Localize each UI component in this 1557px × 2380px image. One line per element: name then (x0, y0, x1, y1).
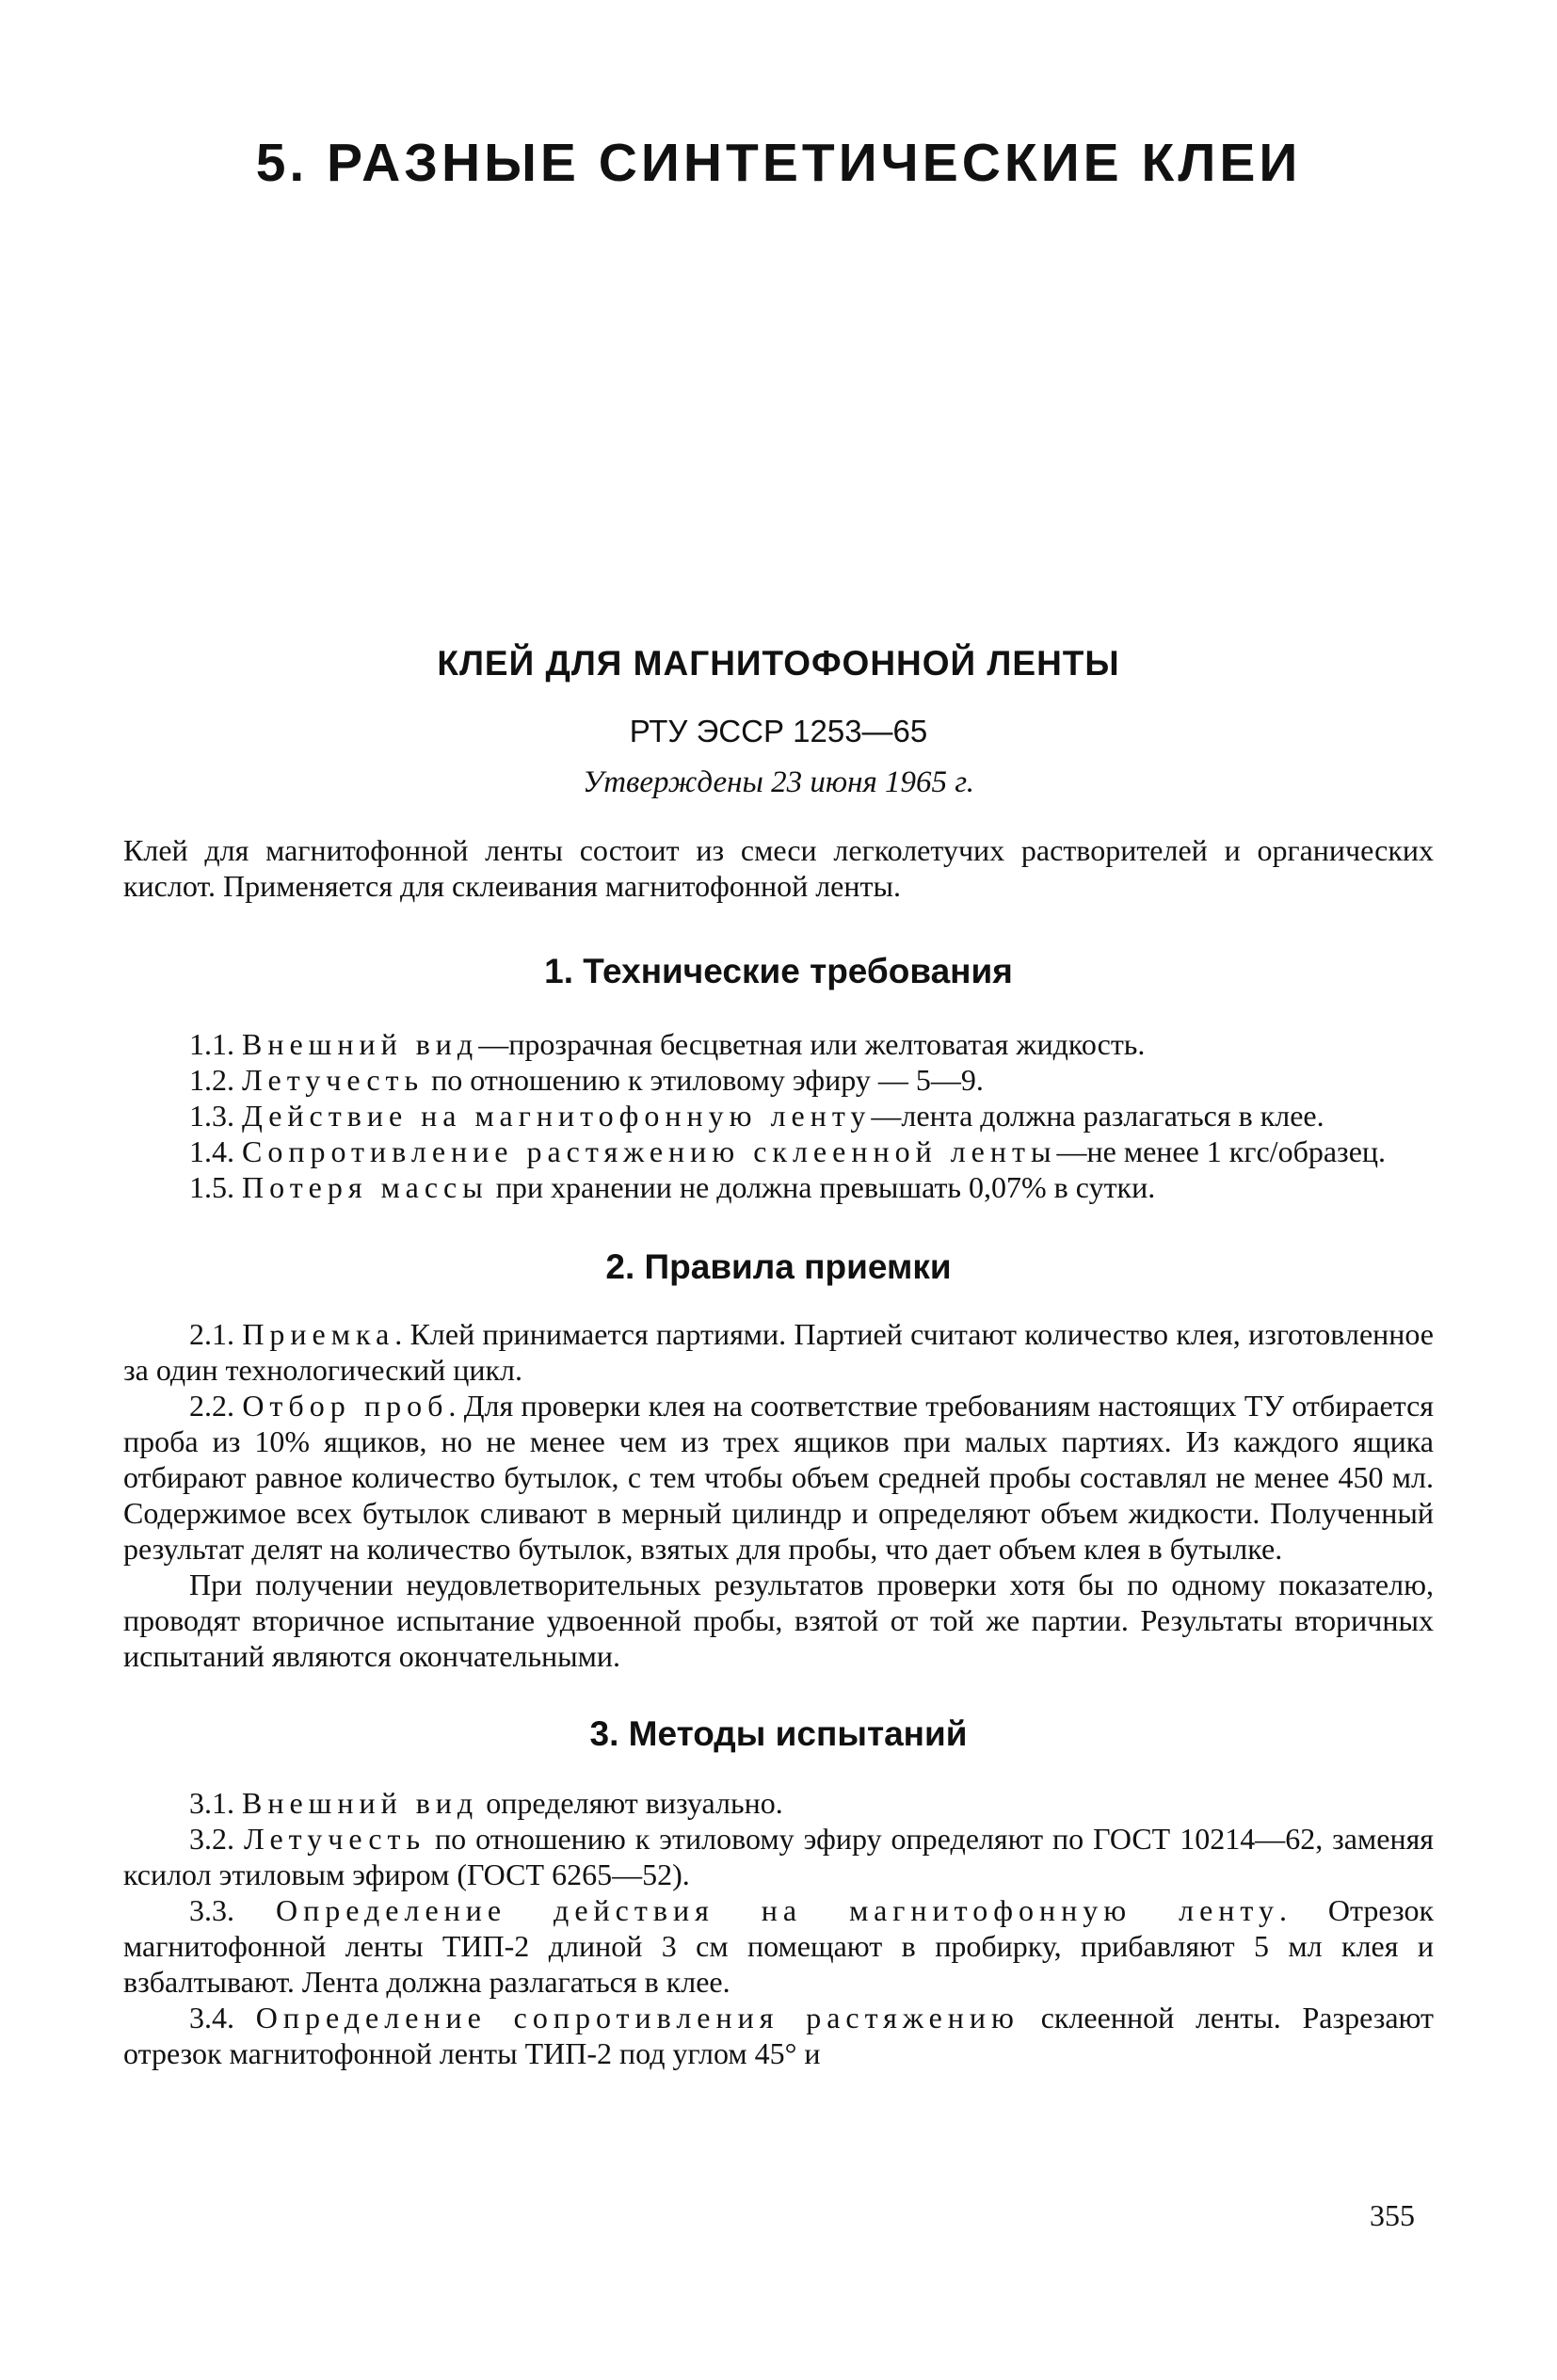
clause-3-2 (123, 1821, 1434, 1892)
clause-number: 3.3. (189, 1893, 234, 1927)
document-code: РТУ ЭССР 1253—65 (629, 714, 928, 748)
clause-text: . Отрезок магнитофонной ленты ТИП-2 длиной 3 см помещают в пробирку, прибавляют 5 мл клея и взбалтывают. Лента должна разлагаться в клее. (123, 1893, 1435, 1999)
clause-term: Внешний вид (242, 1786, 479, 1820)
clause-2-2 (123, 1388, 1434, 1567)
clause-term: Сопротивление растяжению склеенной ленты (242, 1134, 1057, 1168)
clause-3-1 (123, 1785, 1434, 1821)
clause-term: Летучесть (242, 1063, 425, 1097)
intro-paragraph: Клей для магнитофонной ленты состоит из смеси легколетучих растворителей и органических кислот. Применяется для склеивания магнитофонной ленты. (123, 833, 1434, 903)
clause-text: склеенной ленты. Разрезают отрезок магнитофонной ленты ТИП-2 под углом 45° и (123, 2001, 1435, 2070)
clause-text: по отношению к этиловому эфиру — 5—9. (424, 1063, 984, 1097)
document-body (123, 832, 1434, 2071)
clause-number: 1.4. (189, 1134, 234, 1168)
clause-text: —не менее 1 кгс/образец. (1056, 1134, 1387, 1168)
section-heading-methods: 3. Методы испытаний (589, 1714, 968, 1753)
clause-number: 1.1. (189, 1027, 234, 1061)
clause-number: 3.1. (189, 1786, 234, 1820)
clause-1-2 (123, 1062, 1434, 1098)
clause-text: при хранении не должна превышать 0,07% в сутки. (488, 1170, 1156, 1204)
clause-text: —прозрачная бесцветная или желтоватая жидкость. (478, 1027, 1146, 1061)
clause-number: 3.4. (189, 2001, 234, 2034)
clause-1-4 (123, 1134, 1434, 1169)
clause-2-1 (123, 1316, 1434, 1388)
clause-term: Приемка (242, 1317, 395, 1351)
clause-number: 2.2. (189, 1389, 234, 1423)
clause-term: Потеря массы (242, 1170, 489, 1204)
clause-number: 1.3. (189, 1099, 234, 1133)
clause-1-3 (123, 1098, 1434, 1134)
clause-1-1 (123, 1026, 1434, 1062)
clause-number: 1.5. (189, 1170, 234, 1204)
clause-3-3 (123, 1892, 1434, 2000)
section-heading-acceptance: 2. Правила приемки (605, 1247, 952, 1286)
acceptance-paragraph: При получении неудовлетворительных результатов проверки хотя бы по одному показателю, проводят вторичное испытание удвоенной пробы, взятой от той же партии. Результаты вторичных испытаний являются окончательными. (123, 1568, 1434, 1673)
clause-term: Определение сопротивления растяжению (255, 2001, 1019, 2034)
clause-number: 1.2. (189, 1063, 234, 1097)
clause-number: 2.1. (189, 1317, 234, 1351)
clause-term: Летучесть (243, 1822, 426, 1856)
document-page (123, 0, 1434, 2380)
approval-date: Утверждены 23 июня 1965 г. (582, 765, 974, 799)
clause-text: по отношению к этиловому эфиру определяют по ГОСТ 10214—62, заменяя ксилол этиловым эфиром (ГОСТ 6265—52). (123, 1822, 1435, 1891)
document-title: КЛЕЙ ДЛЯ МАГНИТОФОННОЙ ЛЕНТЫ (437, 644, 1120, 683)
clause-term: Действие на магнитофонную ленту (242, 1099, 872, 1133)
clause-term: Отбор проб (242, 1389, 449, 1423)
clause-term: Внешний вид (242, 1027, 479, 1061)
clause-text: —лента должна разлагаться в клее. (871, 1099, 1324, 1133)
clause-text: определяют визуально. (478, 1786, 783, 1820)
clause-term: Определение действия на магнитофонную ленту (275, 1893, 1279, 1927)
page-number: 355 (1370, 2198, 1415, 2232)
clause-1-5 (123, 1169, 1434, 1205)
section-heading-requirements: 1. Технические требования (544, 952, 1013, 990)
clause-text: . Для проверки клея на соответствие требованиям настоящих ТУ отбирается проба из 10% ящиков, но не менее чем из трех ящиков при малых партиях. Из каждого ящика отбирают равное количество бутылок, с тем чтобы объем средней пробы составлял не менее 450 мл. Содержимое всех бутылок сливают в мерный цилиндр и определяют объем жидкости. Полученный результат делят на количество бутылок, взятых для пробы, что дает объем клея в бутылке. (123, 1389, 1435, 1566)
chapter-title: 5. РАЗНЫЕ СИНТЕТИЧЕСКИЕ КЛЕИ (255, 133, 1302, 193)
clause-text: . Клей принимается партиями. Партией считают количество клея, изготовленное за один технологический цикл. (123, 1317, 1435, 1387)
clause-3-4 (123, 2000, 1434, 2071)
clause-number: 3.2. (189, 1822, 234, 1856)
